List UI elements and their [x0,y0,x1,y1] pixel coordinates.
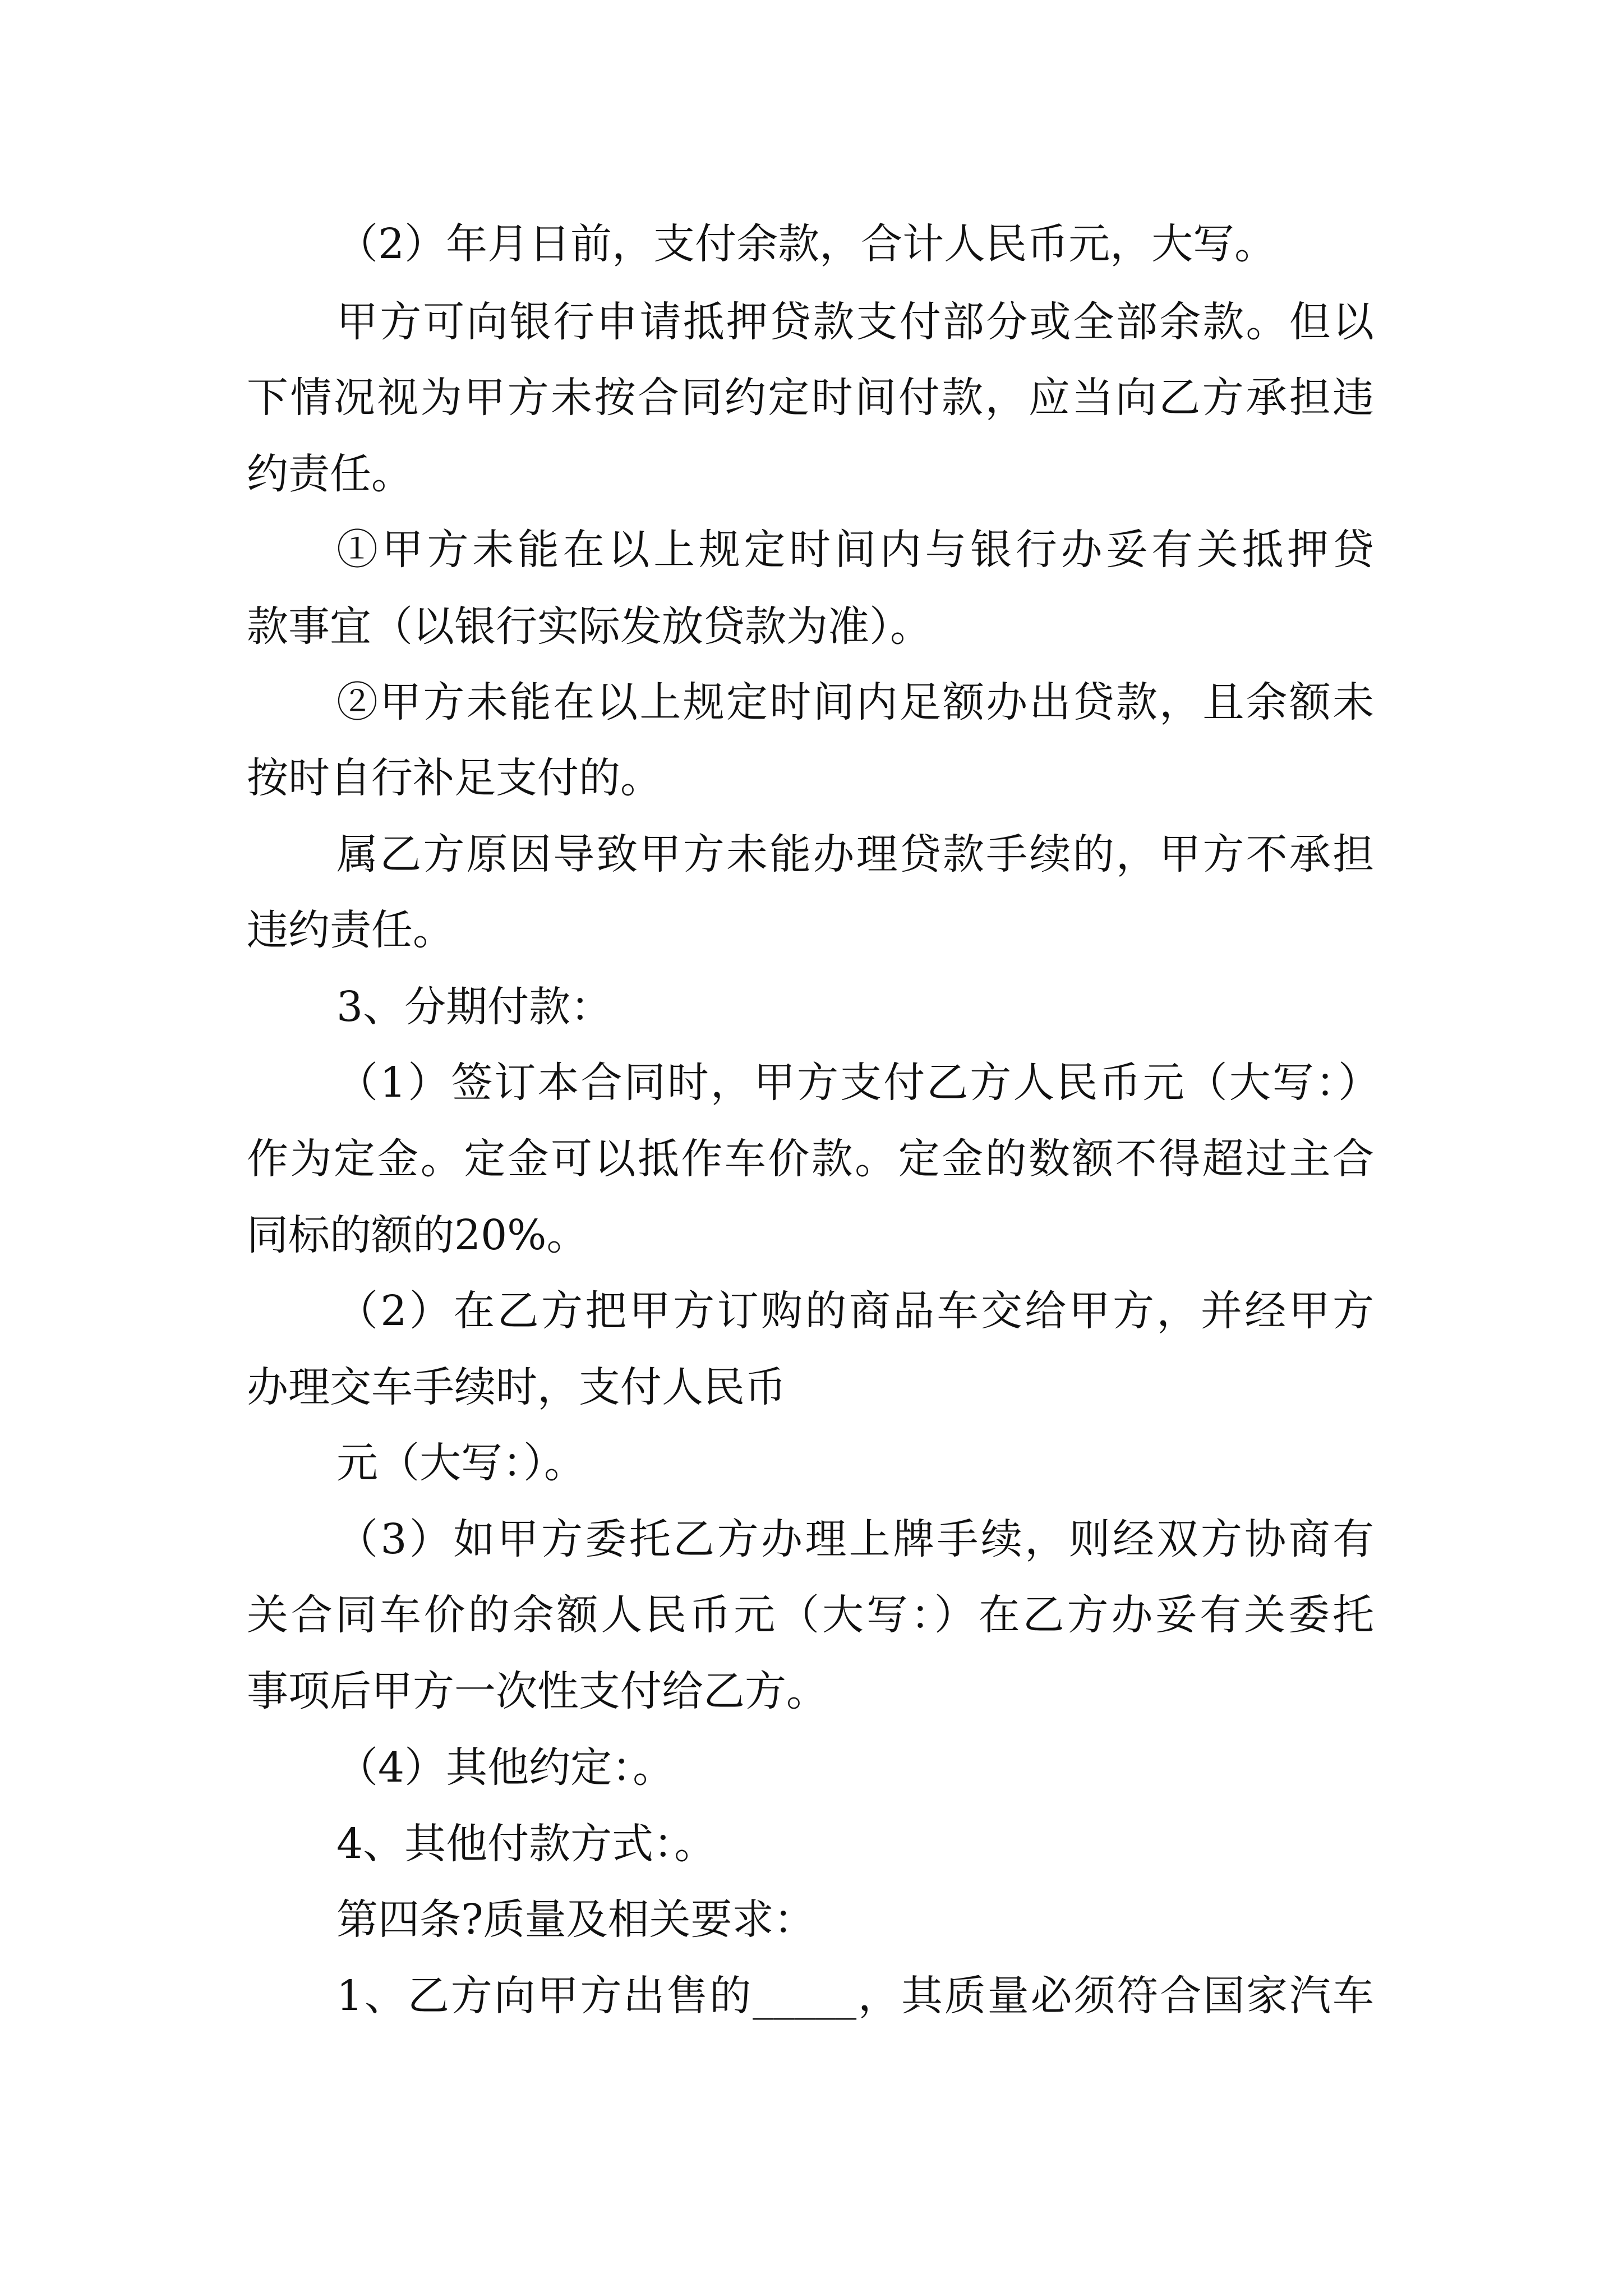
paragraph-line: 按时自行补足支付的。 [247,754,662,802]
paragraph-line: 事项后甲方一次性支付给乙方。 [247,1667,828,1715]
paragraph-line: ①甲方未能在以上规定时间内与银行办妥有关抵押贷 [336,526,1374,574]
paragraph-line: 元（大写：）。 [336,1439,585,1487]
paragraph-line: 关合同车价的余额人民币元（大写：）在乙方办妥有关委托 [247,1591,1374,1639]
paragraph-line: 同标的额的20%。 [247,1211,588,1259]
paragraph-line: 下情况视为甲方未按合同约定时间付款，应当向乙方承担违 [247,374,1374,422]
paragraph-line: （2）在乙方把甲方订购的商品车交给甲方，并经甲方 [336,1287,1374,1335]
paragraph-line: 违约责任。 [247,906,454,954]
section-heading: 3、分期付款： [336,983,612,1031]
paragraph-line: 约责任。 [247,450,413,498]
article-heading: 第四条?质量及相关要求： [336,1895,815,1944]
paragraph-line: ②甲方未能在以上规定时间内足额办出贷款，且余额未 [336,678,1374,726]
paragraph-line: （1）签订本合同时，甲方支付乙方人民币元（大写：） [336,1059,1380,1107]
paragraph-line: （2）年月日前，支付余款，合计人民币元，大写。 [336,220,1276,268]
paragraph-line: 1、乙方向甲方出售的_____，其质量必须符合国家汽车 [336,1972,1374,2020]
paragraph-line: 办理交车手续时，支付人民币 [247,1363,786,1411]
paragraph-line: （3）如甲方委托乙方办理上牌手续，则经双方协商有 [336,1515,1374,1563]
paragraph-line: 款事宜（以银行实际发放贷款为准）。 [247,602,932,651]
section-heading: 4、其他付款方式：。 [336,1820,716,1868]
paragraph-line: （4）其他约定：。 [336,1743,675,1792]
paragraph-line: 作为定金。定金可以抵作车价款。定金的数额不得超过主合 [247,1135,1374,1183]
paragraph-line: 甲方可向银行申请抵押贷款支付部分或全部余款。但以 [336,298,1374,346]
paragraph-line: 属乙方原因导致甲方未能办理贷款手续的，甲方不承担 [336,830,1374,878]
